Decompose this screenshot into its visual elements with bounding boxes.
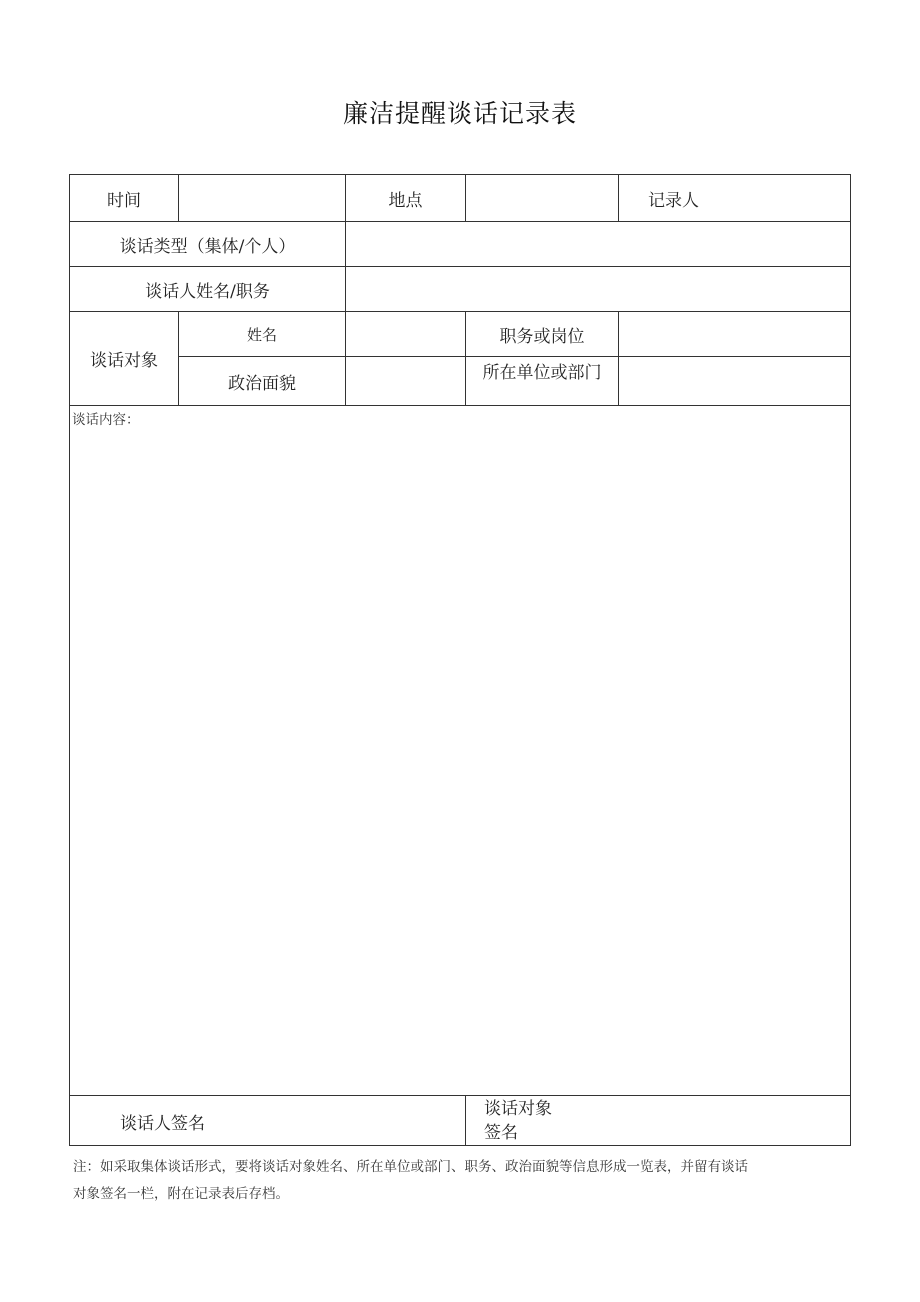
subject-political-field[interactable]: [346, 357, 465, 405]
talker-field[interactable]: [346, 267, 850, 311]
subject-position-field[interactable]: [619, 312, 850, 356]
talk-type-field[interactable]: [346, 222, 850, 266]
subject-label: 谈话对象: [90, 351, 158, 371]
subject-unit-field[interactable]: [619, 357, 850, 405]
footnote-line1: 注：如采取集体谈话形式，要将谈话对象姓名、所在单位或部门、职务、政治面貌等信息形成一览表，并留有谈话: [73, 1159, 748, 1175]
subject-signature-line2: 签名: [484, 1123, 518, 1143]
recorder-label: 记录人: [648, 190, 699, 211]
content-field[interactable]: [72, 427, 848, 1091]
talker-label: 谈话人姓名/职务: [145, 281, 270, 302]
place-field[interactable]: [466, 175, 618, 221]
page-title: 廉洁提醒谈话记录表: [342, 99, 577, 128]
recorder-field[interactable]: [758, 175, 850, 221]
time-field[interactable]: [179, 175, 345, 221]
col-divider: [618, 175, 619, 221]
subject-signature-label: [484, 1097, 552, 1145]
row-divider: [70, 405, 850, 406]
footnote: [73, 1154, 853, 1208]
subject-political-label: 政治面貌: [228, 373, 296, 394]
footnote-line2: 对象签名一栏，附在记录表后存档。: [73, 1186, 289, 1202]
subject-name-field[interactable]: [346, 312, 465, 356]
subject-signature-line1: 谈话对象: [484, 1099, 552, 1119]
col-divider: [465, 1095, 466, 1146]
record-form: [69, 174, 851, 1146]
subject-position-label: 职务或岗位: [499, 326, 585, 347]
subject-name-label: 姓名: [246, 325, 277, 344]
place-label: 地点: [388, 190, 423, 211]
talk-type-label: 谈话类型（集体/个人）: [119, 236, 296, 257]
subject-unit-label: 所在单位或部门: [482, 362, 602, 383]
content-label: 谈话内容：: [72, 412, 140, 428]
time-label: 时间: [107, 190, 141, 211]
talker-signature-label: 谈话人签名: [120, 1113, 205, 1134]
